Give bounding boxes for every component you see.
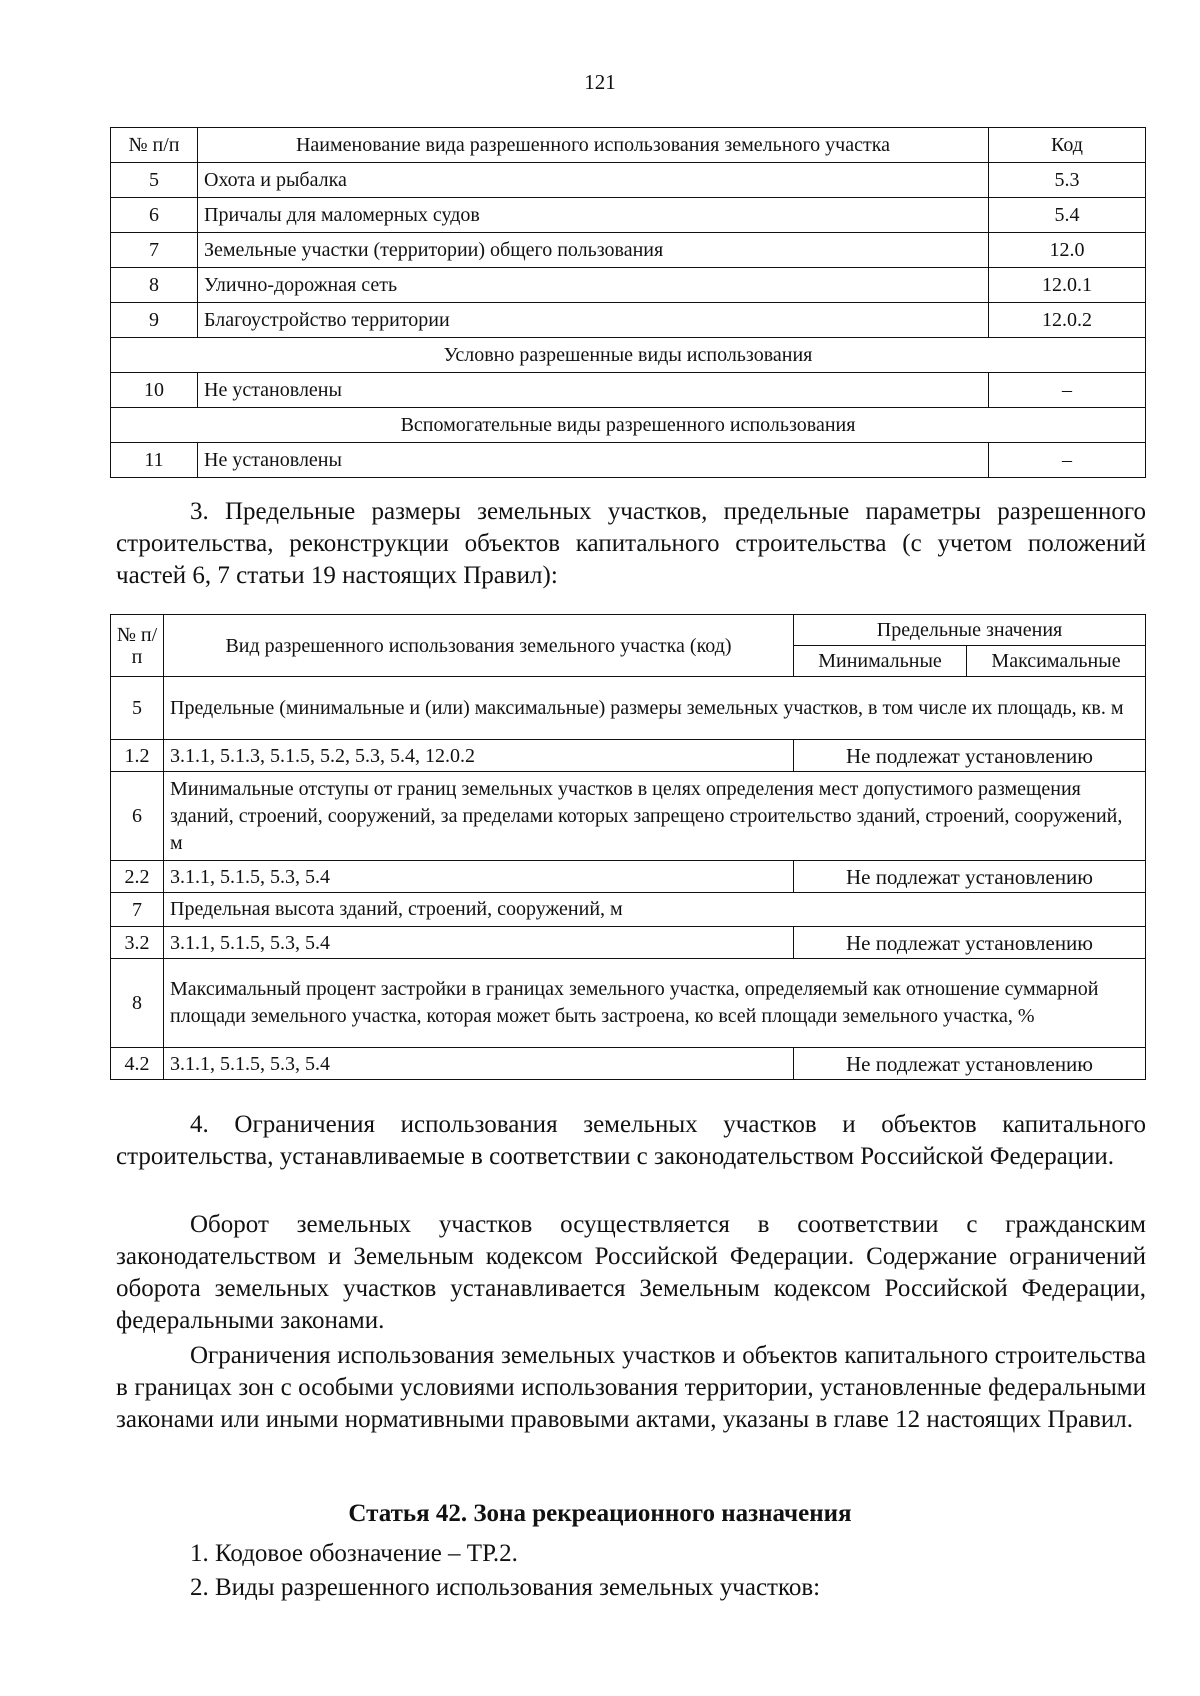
column-header-minimum: Минимальные (794, 646, 967, 677)
row-number: 8 (111, 268, 198, 303)
parameter-value: Не подлежат установлению (794, 861, 1146, 893)
column-header-number: № п/п (111, 615, 164, 677)
page-number: 121 (584, 70, 616, 94)
row-use-name: Благоустройство территории (198, 303, 989, 338)
table-row (111, 373, 1146, 408)
parameter-description: Минимальные отступы от границ земельных участков в целях определения мест допустимого размещения зданий, строений, сооружений, за пределами которых запрещено строительство зданий, строений, сооружений, м (164, 772, 1146, 861)
list-item-code-designation: 1. Кодовое обозначение – ТР.2. (190, 1540, 518, 1567)
row-number: 6 (111, 198, 198, 233)
column-header-number: № п/п (111, 128, 198, 163)
parameter-value-row (111, 1048, 1146, 1080)
section-title-conditional-uses: Условно разрешенные виды использования (111, 338, 1146, 373)
parameter-use-codes: 3.1.1, 5.1.3, 5.1.5, 5.2, 5.3, 5.4, 12.0.2 (164, 740, 794, 772)
parameter-value-row (111, 927, 1146, 959)
parameter-value-row (111, 861, 1146, 893)
row-use-name: Не установлены (198, 373, 989, 408)
row-code: 12.0.2 (989, 303, 1146, 338)
list-item-permitted-uses: 2. Виды разрешенного использования земельных участков: (190, 1574, 821, 1601)
row-use-name: Улично-дорожная сеть (198, 268, 989, 303)
row-code: 12.0.1 (989, 268, 1146, 303)
table-header-row (111, 128, 1146, 163)
parameter-description: Максимальный процент застройки в границах земельного участка, определяемый как отношение суммарной площади земельного участка, которая может быть застроена, ко всей площади земельного участка, % (164, 959, 1146, 1048)
row-use-name: Не установлены (198, 443, 989, 478)
paragraph-special-zones: Ограничения использования земельных участков и объектов капитального строительства в границах зон с особыми условиями использования территории, установленные федеральными законами или иными нормативными правовыми актами, указаны в главе 12 настоящих Правил. (116, 1342, 1146, 1433)
row-number: 7 (111, 233, 198, 268)
parameter-value: Не подлежат установлению (794, 1048, 1146, 1080)
parameter-group-row (111, 893, 1146, 927)
parameter-sub-number: 4.2 (111, 1048, 164, 1080)
parameter-number: 6 (111, 772, 164, 861)
row-code: – (989, 373, 1146, 408)
parameter-use-codes: 3.1.1, 5.1.5, 5.3, 5.4 (164, 861, 794, 893)
column-header-limit-values: Предельные значения (794, 615, 1146, 646)
section-title-auxiliary-uses: Вспомогательные виды разрешенного использования (111, 408, 1146, 443)
parameter-value: Не подлежат установлению (794, 927, 1146, 959)
row-number: 11 (111, 443, 198, 478)
row-number: 10 (111, 373, 198, 408)
column-header-use-name: Наименование вида разрешенного использования земельного участка (198, 128, 989, 163)
row-use-name: Охота и рыбалка (198, 163, 989, 198)
section-row-conditional (111, 338, 1146, 373)
parameter-group-row (111, 677, 1146, 740)
paragraph-3-limits: 3. Предельные размеры земельных участков, предельные параметры разрешенного строительства, реконструкции объектов капитального строительства (с учетом положений частей 6, 7 статьи 19 настоящих Правил): (116, 498, 1146, 589)
table-row (111, 303, 1146, 338)
paragraph-4-restrictions: 4. Ограничения использования земельных участков и объектов капитального строительства, устанавливаемые в соответствии с законодательством Российской Федерации. (116, 1111, 1146, 1170)
row-use-name: Земельные участки (территории) общего пользования (198, 233, 989, 268)
row-code: – (989, 443, 1146, 478)
row-code: 12.0 (989, 233, 1146, 268)
row-number: 9 (111, 303, 198, 338)
parameter-value: Не подлежат установлению (794, 740, 1146, 772)
article-heading: Статья 42. Зона рекреационного назначения (348, 1500, 852, 1527)
parameter-sub-number: 2.2 (111, 861, 164, 893)
parameter-use-codes: 3.1.1, 5.1.5, 5.3, 5.4 (164, 927, 794, 959)
parameter-number: 7 (111, 893, 164, 927)
parameter-number: 8 (111, 959, 164, 1048)
parameter-description: Предельная высота зданий, строений, сооружений, м (164, 893, 1146, 927)
limit-parameters-table (110, 614, 1146, 1080)
column-header-maximum: Максимальные (967, 646, 1146, 677)
parameter-sub-number: 3.2 (111, 927, 164, 959)
column-header-use-type: Вид разрешенного использования земельного участка (код) (164, 615, 794, 677)
permitted-uses-table (110, 127, 1146, 478)
parameter-group-row (111, 959, 1146, 1048)
parameter-use-codes: 3.1.1, 5.1.5, 5.3, 5.4 (164, 1048, 794, 1080)
row-code: 5.3 (989, 163, 1146, 198)
row-code: 5.4 (989, 198, 1146, 233)
section-row-auxiliary (111, 408, 1146, 443)
parameter-sub-number: 1.2 (111, 740, 164, 772)
table-row (111, 268, 1146, 303)
parameter-value-row (111, 740, 1146, 772)
table-row (111, 233, 1146, 268)
row-number: 5 (111, 163, 198, 198)
parameter-number: 5 (111, 677, 164, 740)
table-row (111, 163, 1146, 198)
parameter-group-row (111, 772, 1146, 861)
table-row (111, 443, 1146, 478)
table-row (111, 198, 1146, 233)
paragraph-land-turnover: Оборот земельных участков осуществляется в соответствии с гражданским законодательством и Земельным кодексом Российской Федерации. Содержание ограничений оборота земельных участков устанавливается Земельным кодексом Российской Федерации, федеральными законами. (116, 1211, 1146, 1334)
parameter-description: Предельные (минимальные и (или) максимальные) размеры земельных участков, в том числе их площадь, кв. м (164, 677, 1146, 740)
table-header-row (111, 615, 1146, 646)
column-header-code: Код (989, 128, 1146, 163)
row-use-name: Причалы для маломерных судов (198, 198, 989, 233)
